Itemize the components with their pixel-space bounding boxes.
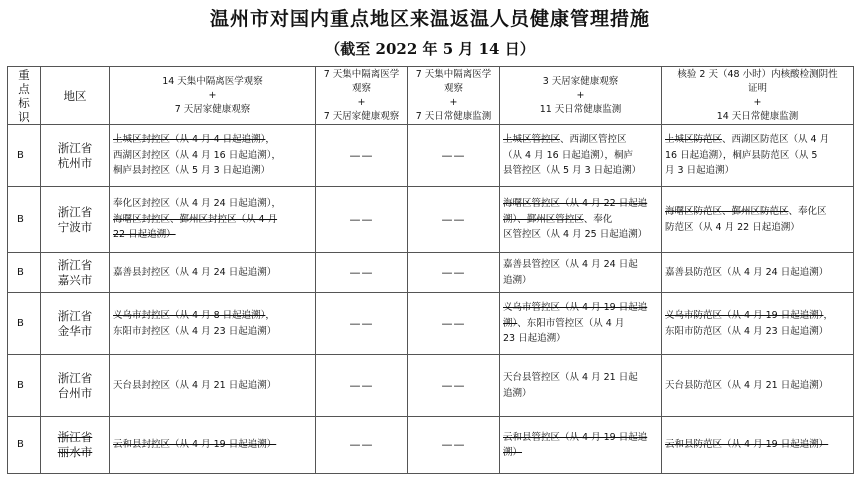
mark-cell: B	[8, 417, 41, 474]
table-row	[8, 125, 854, 187]
struck-text: 云和县防范区（从 4 月 19 日起追溯）	[665, 439, 829, 451]
cell-text: ，	[265, 134, 275, 146]
region-line: 浙江省	[57, 430, 93, 444]
header-col-5	[662, 67, 854, 125]
cell-line	[503, 132, 658, 148]
struck-text: 海曙区封控区、鄞州区封控区（从 4 月	[113, 213, 278, 225]
cell-line	[113, 378, 312, 394]
cell-line	[113, 148, 312, 164]
cell-line	[665, 163, 850, 179]
col-4-cell	[500, 293, 662, 355]
cell-line	[113, 227, 312, 243]
table-row	[8, 293, 854, 355]
col-3-cell: ——	[408, 417, 500, 474]
mark-cell: B	[8, 125, 41, 187]
region-cell	[41, 253, 110, 293]
header-line: 3 天居家健康观察	[542, 75, 619, 87]
mark-cell: B	[8, 293, 41, 355]
header-line: 点	[18, 81, 30, 96]
cell-text: 、西湖区防范区（从 4 月	[722, 134, 830, 146]
col-3-cell: ——	[408, 253, 500, 293]
cell-text: 天台县管控区（从 4 月 21 日起	[503, 372, 638, 383]
cell-text: 区管控区（从 4 月 25 日起追溯）	[503, 229, 648, 241]
table-row	[8, 253, 854, 293]
struck-text: 上城区管控区	[503, 134, 561, 146]
table-row	[8, 417, 854, 474]
region-line: 浙江省	[57, 257, 93, 272]
table-body	[8, 125, 854, 474]
cell-line	[665, 148, 850, 164]
header-line: 11 天日常健康监测	[539, 103, 622, 115]
col-2-cell: ——	[316, 253, 408, 293]
header-line: 14 天集中隔离医学观察	[162, 75, 263, 87]
col-5-cell	[662, 417, 854, 474]
header-line: 7 天集中隔离医学	[323, 68, 400, 80]
region-line: 宁波市	[57, 219, 93, 234]
table-row	[8, 187, 854, 253]
cell-text: 天台县防范区（从 4 月 21 日起追溯）	[665, 379, 829, 391]
col-2-cell: ——	[316, 355, 408, 417]
cell-text: 嘉善县封控区（从 4 月 24 日起追溯）	[113, 266, 277, 278]
header-col-4	[500, 67, 662, 125]
region-cell	[41, 293, 110, 355]
col-5-cell	[662, 355, 854, 417]
col-5-cell	[662, 293, 854, 355]
cell-text: 23 日起追溯）	[503, 333, 566, 345]
struck-text: 溯）	[503, 447, 523, 458]
region-line: 嘉兴市	[57, 272, 93, 287]
cell-text: ，	[823, 310, 833, 321]
col-2-cell: ——	[316, 125, 408, 187]
mark-cell: B	[8, 253, 41, 293]
cell-text: （从 4 月 16 日起追溯），桐庐	[503, 149, 633, 161]
header-col-3	[408, 67, 500, 125]
col-4-cell	[500, 253, 662, 293]
cell-text: 天台县封控区（从 4 月 21 日起追溯）	[113, 379, 277, 391]
header-line: 观察	[443, 82, 463, 94]
region-line: 丽水市	[57, 445, 93, 459]
cell-line	[503, 148, 658, 164]
cell-text: 防范区（从 4 月 22 日起追溯）	[665, 221, 800, 233]
mark-cell: B	[8, 355, 41, 417]
header-line: 重	[18, 67, 30, 82]
cell-line	[113, 437, 312, 453]
cell-text: 东阳市封控区（从 4 月 23 日起追溯）	[113, 325, 277, 337]
cell-text: 嘉善县防范区（从 4 月 24 日起追溯）	[665, 266, 829, 278]
cell-text: 东阳市防范区（从 4 月 23 日起追溯）	[665, 325, 829, 337]
cell-line	[665, 220, 850, 236]
struck-text: 海曙区防范区、鄞州区防范区	[665, 206, 789, 217]
col-1-cell	[110, 355, 316, 417]
cell-line	[665, 204, 850, 220]
cell-text: ，	[265, 310, 275, 321]
col-4-cell	[500, 187, 662, 253]
cell-line	[503, 163, 658, 179]
cell-text: 、奉化	[583, 213, 613, 225]
col-1-cell	[110, 187, 316, 253]
cell-line	[503, 430, 658, 446]
col-3-cell: ——	[408, 355, 500, 417]
region-line: 杭州市	[57, 155, 93, 170]
cell-line	[503, 370, 658, 386]
cell-line	[665, 378, 850, 394]
mark-cell: B	[8, 187, 41, 253]
region-line: 浙江省	[57, 370, 93, 385]
cell-line	[113, 265, 312, 281]
cell-text: 西湖区封控区（从 4 月 16 日起追溯），	[113, 149, 281, 161]
cell-line	[113, 163, 312, 179]
header-region: 地区	[41, 67, 110, 125]
header-mark	[8, 67, 41, 125]
table-header-row	[8, 67, 854, 125]
struck-text: 义乌市防范区（从 4 月 19 日起追溯）	[665, 310, 824, 321]
col-3-cell: ——	[408, 125, 500, 187]
header-col-2	[316, 67, 408, 125]
header-col-1	[110, 67, 316, 125]
col-1-cell	[110, 253, 316, 293]
cell-line	[503, 212, 658, 228]
struck-text: 上城区防范区	[665, 134, 723, 146]
col-4-cell	[500, 417, 662, 474]
header-line: +	[357, 96, 366, 108]
cell-line	[665, 324, 850, 340]
region-line: 浙江省	[57, 308, 93, 323]
col-4-cell	[500, 125, 662, 187]
region-cell	[41, 187, 110, 253]
header-line: 标	[18, 95, 30, 110]
struck-text: 22 日起追溯）	[113, 229, 176, 241]
col-1-cell	[110, 125, 316, 187]
cell-line	[503, 316, 658, 332]
col-5-cell	[662, 187, 854, 253]
region-cell	[41, 125, 110, 187]
cell-text: 、西湖区管控区	[560, 134, 627, 146]
header-line: +	[449, 96, 458, 108]
cell-line	[665, 308, 850, 324]
header-line: 识	[18, 109, 30, 124]
header-line: 7 天集中隔离医学	[415, 68, 492, 80]
cell-line	[113, 212, 312, 228]
col-1-cell	[110, 293, 316, 355]
region-line: 浙江省	[57, 140, 93, 155]
header-line: 7 天居家健康观察	[174, 103, 251, 115]
region-line: 金华市	[57, 323, 93, 338]
struck-text: 上城区封控区（从 4 月 4 日起追溯）	[113, 134, 266, 146]
document-title: 温州市对国内重点地区来温返温人员健康管理措施	[209, 8, 650, 30]
cell-line	[503, 273, 658, 289]
region-line: 浙江省	[57, 204, 93, 219]
region-cell	[41, 355, 110, 417]
cell-text: 、奉化区	[788, 206, 827, 217]
cell-line	[503, 196, 658, 212]
header-line: 核验 2 天（48 小时）内核酸检测阴性	[677, 68, 838, 80]
cell-line	[665, 132, 850, 148]
measures-table	[7, 66, 854, 474]
cell-line	[503, 227, 658, 243]
table-row	[8, 355, 854, 417]
cell-line	[503, 386, 658, 402]
header-line: 7 天居家健康观察	[323, 110, 400, 122]
cell-text: 嘉善县管控区（从 4 月 24 日起	[503, 259, 638, 270]
cell-text: 县管控区（从 5 月 3 日起追溯）	[503, 165, 642, 177]
region-cell	[41, 417, 110, 474]
col-3-cell: ——	[408, 293, 500, 355]
cell-text: 桐庐县封控区（从 5 月 3 日起追溯）	[113, 165, 271, 177]
col-5-cell	[662, 125, 854, 187]
struck-text: 海曙区管控区（从 4 月 22 日起追	[503, 198, 648, 210]
col-1-cell	[110, 417, 316, 474]
col-3-cell: ——	[408, 187, 500, 253]
cell-text: 追溯）	[503, 274, 532, 286]
col-4-cell	[500, 355, 662, 417]
col-2-cell: ——	[316, 187, 408, 253]
header-line: 14 天日常健康监测	[716, 110, 799, 122]
struck-text: 溯）、鄞州区管控区	[503, 213, 584, 225]
cell-line	[665, 437, 850, 453]
region-line: 台州市	[57, 385, 93, 400]
header-line: 观察	[351, 82, 371, 94]
struck-text: 溯）	[503, 317, 518, 329]
cell-line	[503, 445, 658, 461]
cell-text: 追溯）	[503, 387, 532, 399]
header-line: +	[208, 89, 217, 101]
cell-line	[665, 265, 850, 281]
cell-text: 、东阳市管控区（从 4 月	[517, 317, 625, 329]
struck-text: 义乌市管控区（从 4 月 19 日起追	[503, 302, 648, 314]
document-subtitle: （截至 2022 年 5 月 14 日）	[325, 40, 535, 58]
header-line: +	[753, 96, 762, 108]
header-line: +	[576, 89, 585, 101]
cell-line	[503, 331, 658, 347]
cell-line	[113, 196, 312, 212]
struck-text: 义乌市封控区（从 4 月 8 日起追溯）	[113, 310, 266, 321]
header-line: 7 天日常健康监测	[415, 110, 492, 122]
col-2-cell: ——	[316, 293, 408, 355]
struck-text: 云和县管控区（从 4 月 19 日起追	[503, 431, 648, 443]
cell-line	[113, 324, 312, 340]
header-line: 证明	[747, 82, 767, 94]
cell-text: 月 3 日起追溯）	[665, 165, 735, 177]
cell-line	[503, 300, 658, 316]
cell-line	[503, 257, 658, 273]
col-2-cell: ——	[316, 417, 408, 474]
cell-line	[113, 308, 312, 324]
cell-text: 奉化区封控区（从 4 月 24 日起追溯），	[113, 198, 281, 210]
cell-line	[113, 132, 312, 148]
col-5-cell	[662, 253, 854, 293]
struck-text: 云和县封控区（从 4 月 19 日起追溯）	[113, 439, 277, 451]
cell-text: 16 日起追溯），桐庐县防范区（从 5	[665, 149, 818, 161]
